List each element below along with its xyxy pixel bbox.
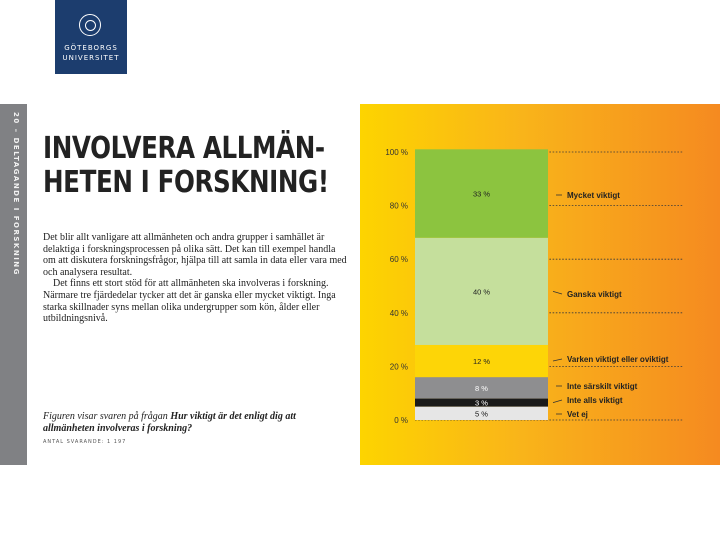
legend-label: Varken viktigt eller oviktigt (567, 355, 669, 364)
sidebar-section-label: 20 – DELTAGANDE I FORSKNING (12, 112, 20, 276)
stacked-bar-chart (360, 104, 720, 465)
university-logo (55, 0, 127, 74)
leader-line (553, 400, 562, 403)
legend-label: Ganska viktigt (567, 290, 622, 299)
data-label: 8 % (475, 383, 488, 393)
response-count: ANTAL SVARANDE: 1 197 (43, 439, 127, 445)
data-label: 12 % (472, 357, 491, 367)
y-tick-label: 0 % (394, 416, 408, 425)
leader-line (553, 359, 562, 361)
article-body (43, 232, 348, 325)
page-title-line2: HETEN I FORSKNING! (43, 165, 329, 200)
data-label: 40 % (472, 287, 491, 297)
logo-line1: GÖTEBORGS (64, 44, 118, 52)
y-tick-label: 100 % (385, 148, 408, 157)
legend-label: Inte alls viktigt (567, 396, 623, 405)
article-paragraph-2: Det finns ett stort stöd för att allmänheten ska involveras i forskning. Närmare tre fjärdedelar tycker att det är ganska eller mycket viktigt. Inga starka skillnader syns mellan olika undergrupper som kön, ålder eller utbildningsnivå. (43, 278, 336, 325)
y-tick-label: 20 % (389, 362, 408, 372)
page-title-line1: INVOLVERA ALLMÄN- (43, 131, 325, 166)
university-seal-icon (79, 14, 101, 36)
legend-label: Inte särskilt viktigt (567, 382, 638, 391)
logo-line2: UNIVERSITET (62, 54, 120, 62)
data-label: 33 % (472, 189, 491, 199)
page-title (43, 131, 329, 200)
y-tick-label: 60 % (389, 255, 408, 265)
legend-label: Vet ej (567, 410, 588, 419)
leader-line (553, 291, 562, 294)
figure-caption (43, 411, 348, 435)
chart-panel (360, 104, 720, 465)
y-tick-label: 40 % (389, 308, 408, 318)
data-label: 3 % (475, 398, 488, 408)
article-paragraph-1: Det blir allt vanligare att allmänheten och andra grupper i samhället är delaktiga i forskningsprocessen på olika sätt. Det kan till exempel handla om att diskutera forskningsfrågor, hjälpa till att samla in data eller vara med och analysera resultat. (43, 232, 347, 278)
legend-label: Mycket viktigt (567, 191, 620, 200)
caption-question: Hur viktigt är det enligt dig att allmänheten involveras i forskning? (43, 411, 296, 434)
data-label: 5 % (475, 409, 488, 419)
y-tick-label: 80 % (389, 201, 408, 211)
caption-intro: Figuren visar svaren på frågan (43, 411, 168, 422)
